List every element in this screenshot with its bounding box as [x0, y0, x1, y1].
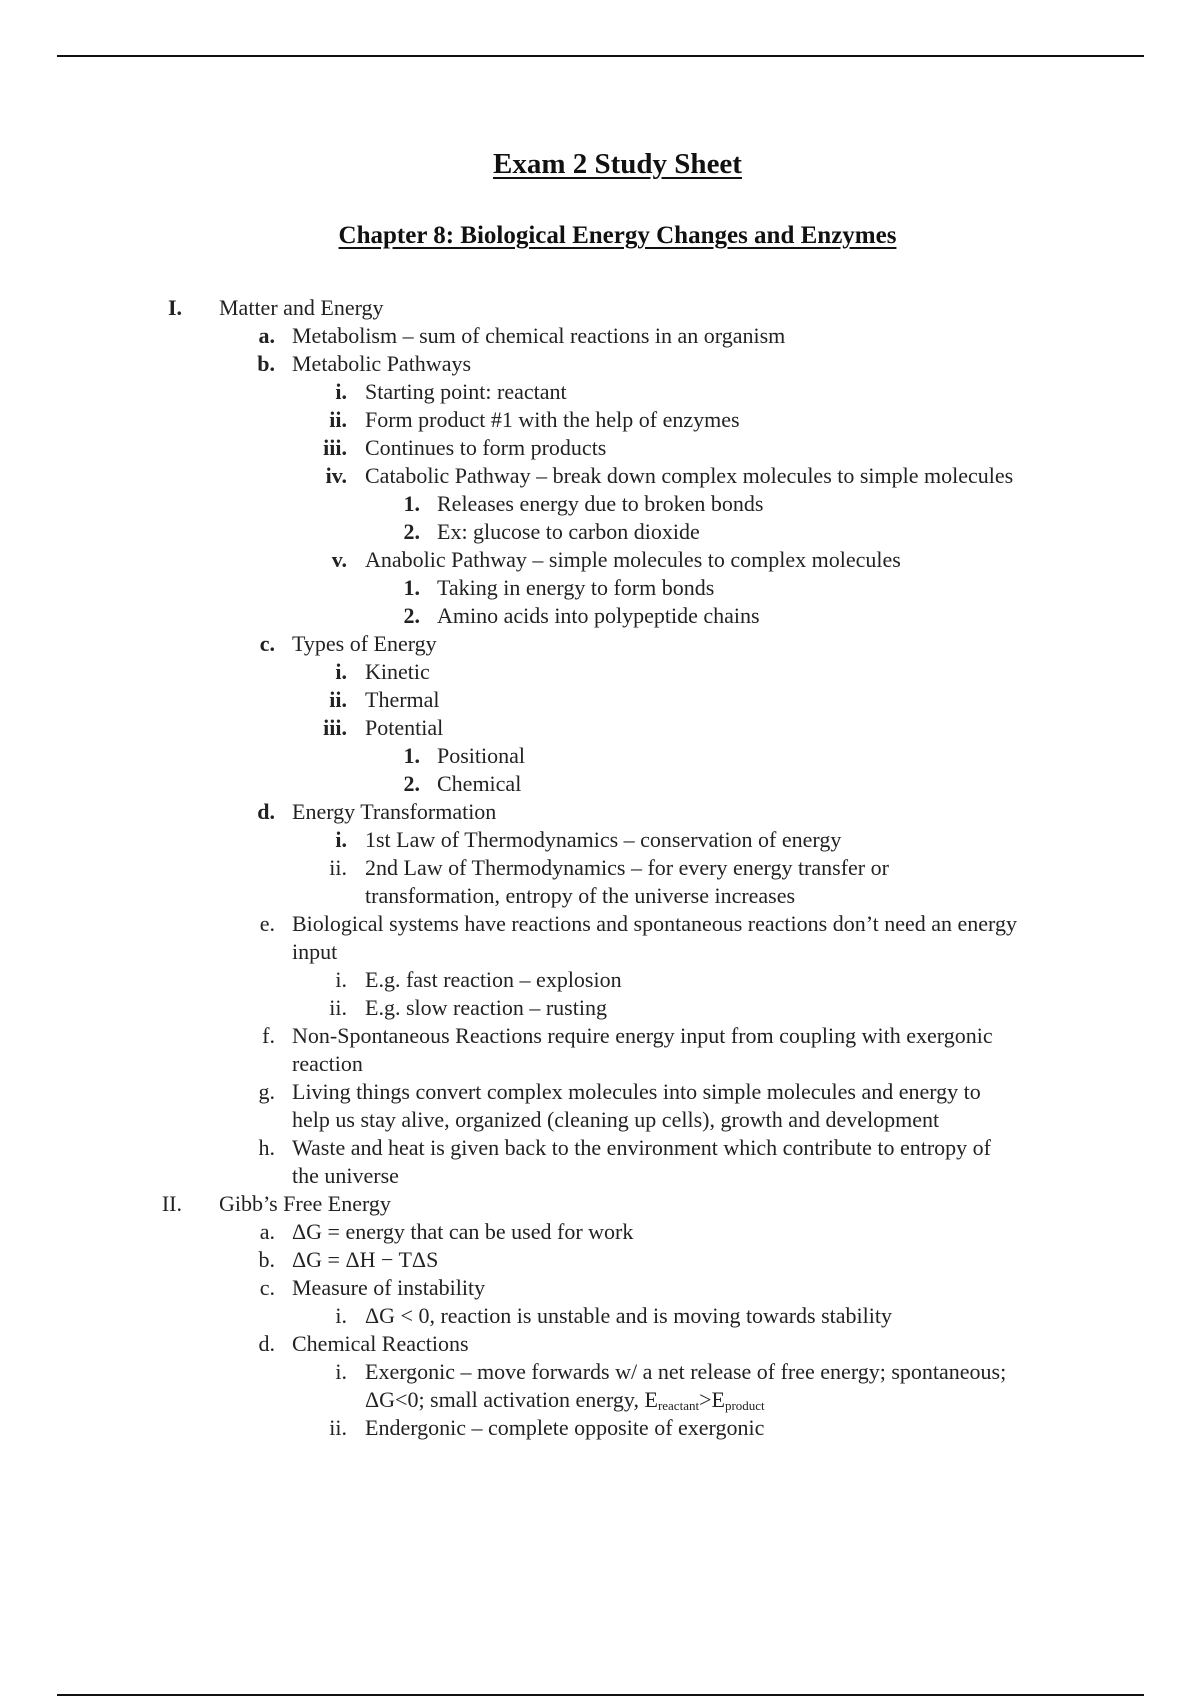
outline-text: Metabolism – sum of chemical reactions in an organism	[292, 323, 786, 348]
outline-marker: d.	[258, 1331, 275, 1356]
outline-text: Biological systems have reactions and spontaneous reactions don’t need an energy	[292, 911, 1017, 936]
outline-text: Continues to form products	[365, 435, 607, 460]
outline-text: Metabolic Pathways	[292, 351, 472, 376]
outline-item	[0, 854, 1200, 882]
outline-item	[0, 322, 1200, 350]
outline-item	[0, 994, 1200, 1022]
outline-text: Releases energy due to broken bonds	[437, 491, 764, 516]
outline-marker: ii.	[329, 995, 347, 1020]
outline-marker: iii.	[323, 715, 347, 740]
outline-item	[0, 378, 1200, 406]
outline-text: the universe	[292, 1163, 399, 1188]
outline-marker: b.	[257, 351, 275, 376]
outline-text: ΔG = energy that can be used for work	[292, 1219, 634, 1244]
outline-item	[0, 1274, 1200, 1302]
outline-item	[0, 1190, 1200, 1218]
outline-text: Living things convert complex molecules into simple molecules and energy to	[292, 1079, 981, 1104]
outline-text: Types of Energy	[292, 631, 437, 656]
outline-text: Chemical	[437, 771, 522, 796]
outline-item	[0, 770, 1200, 798]
outline-marker: 1.	[403, 491, 420, 516]
outline-text: transformation, entropy of the universe increases	[365, 883, 796, 908]
outline-item	[0, 938, 1200, 966]
outline-text: Ex: glucose to carbon dioxide	[437, 519, 700, 544]
outline-text: reaction	[292, 1051, 363, 1076]
outline-marker: ii.	[329, 1415, 347, 1440]
outline-item	[0, 462, 1200, 490]
page-title: Exam 2 Study Sheet	[493, 148, 742, 180]
outline-item	[0, 490, 1200, 518]
outline-item	[0, 1106, 1200, 1134]
outline-marker: 1.	[403, 743, 420, 768]
outline-text-part: ΔG<0; small activation energy, E	[365, 1387, 658, 1412]
outline-marker: e.	[259, 911, 275, 936]
outline-item	[0, 1162, 1200, 1190]
outline-item	[0, 1022, 1200, 1050]
outline-item	[0, 1246, 1200, 1274]
outline-item	[0, 630, 1200, 658]
outline-item	[0, 1218, 1200, 1246]
outline-text: Exergonic – move forwards w/ a net release of free energy; spontaneous;	[365, 1359, 1007, 1384]
outline-text: Taking in energy to form bonds	[437, 575, 715, 600]
outline-marker: ii.	[329, 407, 347, 432]
outline-text: Potential	[365, 715, 444, 740]
outline-text: E.g. fast reaction – explosion	[365, 967, 622, 992]
outline-item	[0, 1078, 1200, 1106]
outline-text: ΔG = ΔH − TΔS	[292, 1247, 439, 1272]
outline-marker: i.	[335, 1303, 347, 1328]
outline-marker: 2.	[403, 603, 420, 628]
bottom-rule	[57, 1694, 1144, 1696]
outline-text: Anabolic Pathway – simple molecules to complex molecules	[365, 547, 901, 572]
outline-text-part: >E	[699, 1387, 725, 1412]
outline-marker: iii.	[323, 435, 347, 460]
outline-text: Endergonic – complete opposite of exergonic	[365, 1415, 765, 1440]
outline-item	[0, 1330, 1200, 1358]
outline-text: Starting point: reactant	[365, 379, 567, 404]
outline-item	[0, 658, 1200, 686]
outline-marker: h.	[258, 1135, 275, 1160]
outline-item	[0, 798, 1200, 826]
outline-text: Kinetic	[365, 659, 430, 684]
outline-text: 2nd Law of Thermodynamics – for every energy transfer or	[365, 855, 889, 880]
outline-text: help us stay alive, organized (cleaning up cells), growth and development	[292, 1107, 940, 1132]
outline-marker: ii.	[329, 687, 347, 712]
outline-marker: ii.	[329, 855, 347, 880]
outline-item	[0, 1050, 1200, 1078]
outline-marker: i.	[335, 1359, 347, 1384]
outline-text: Amino acids into polypeptide chains	[437, 603, 760, 628]
outline-text: 1st Law of Thermodynamics – conservation of energy	[365, 827, 842, 852]
outline-text: E.g. slow reaction – rusting	[365, 995, 607, 1020]
outline-marker: 1.	[403, 575, 420, 600]
outline-item	[0, 518, 1200, 546]
subscript-product: product	[724, 1398, 765, 1413]
outline-marker: a.	[258, 323, 275, 348]
outline-item	[0, 1386, 1200, 1414]
outline-marker: c.	[259, 1275, 275, 1300]
outline-marker: 2.	[403, 771, 420, 796]
outline-item	[0, 826, 1200, 854]
outline-list	[0, 294, 1200, 1442]
outline-marker: v.	[331, 547, 347, 572]
outline-marker: a.	[259, 1219, 275, 1244]
outline-item	[0, 434, 1200, 462]
chapter-heading: Chapter 8: Biological Energy Changes and Enzymes	[338, 222, 897, 249]
outline-marker: 2.	[403, 519, 420, 544]
outline-text: Thermal	[365, 687, 440, 712]
outline-item	[0, 966, 1200, 994]
outline-text: Waste and heat is given back to the environment which contribute to entropy of	[292, 1135, 991, 1160]
outline-marker: b.	[258, 1247, 275, 1272]
outline-item	[0, 1302, 1200, 1330]
outline-text: Non-Spontaneous Reactions require energy input from coupling with exergonic	[292, 1023, 993, 1048]
outline-text: Energy Transformation	[292, 799, 497, 824]
outline-marker: d.	[257, 799, 275, 824]
outline-item	[0, 602, 1200, 630]
outline-text: ΔG < 0, reaction is unstable and is moving towards stability	[365, 1303, 892, 1328]
outline-item	[0, 1134, 1200, 1162]
outline-text: Chemical Reactions	[292, 1331, 469, 1356]
outline-item	[0, 742, 1200, 770]
outline-marker: g.	[258, 1079, 275, 1104]
outline-item	[0, 910, 1200, 938]
outline-item	[0, 350, 1200, 378]
outline-text: Matter and Energy	[219, 295, 384, 320]
outline-marker: i.	[335, 379, 347, 404]
outline-marker: I.	[167, 295, 182, 320]
outline-item	[0, 294, 1200, 322]
outline-marker: c.	[259, 631, 275, 656]
outline-item	[0, 406, 1200, 434]
outline-marker: i.	[335, 827, 347, 852]
outline-item	[0, 686, 1200, 714]
outline-text: input	[292, 939, 338, 964]
outline-text: Gibb’s Free Energy	[219, 1191, 391, 1216]
outline-item	[0, 1358, 1200, 1386]
outline-marker: iv.	[325, 463, 347, 488]
subscript-reactant: reactant	[657, 1398, 700, 1413]
outline-item	[0, 546, 1200, 574]
outline-item	[0, 1414, 1200, 1442]
outline-marker: f.	[262, 1023, 275, 1048]
outline-item	[0, 714, 1200, 742]
outline-item	[0, 882, 1200, 910]
top-rule	[57, 55, 1144, 57]
outline-text: Form product #1 with the help of enzymes	[365, 407, 740, 432]
outline-marker: II.	[161, 1191, 182, 1216]
outline-text: Catabolic Pathway – break down complex molecules to simple molecules	[365, 463, 1014, 488]
outline-item	[0, 574, 1200, 602]
outline-text: Positional	[437, 743, 526, 768]
outline-marker: i.	[335, 967, 347, 992]
outline-text: Measure of instability	[292, 1275, 486, 1300]
outline-marker: i.	[335, 659, 347, 684]
